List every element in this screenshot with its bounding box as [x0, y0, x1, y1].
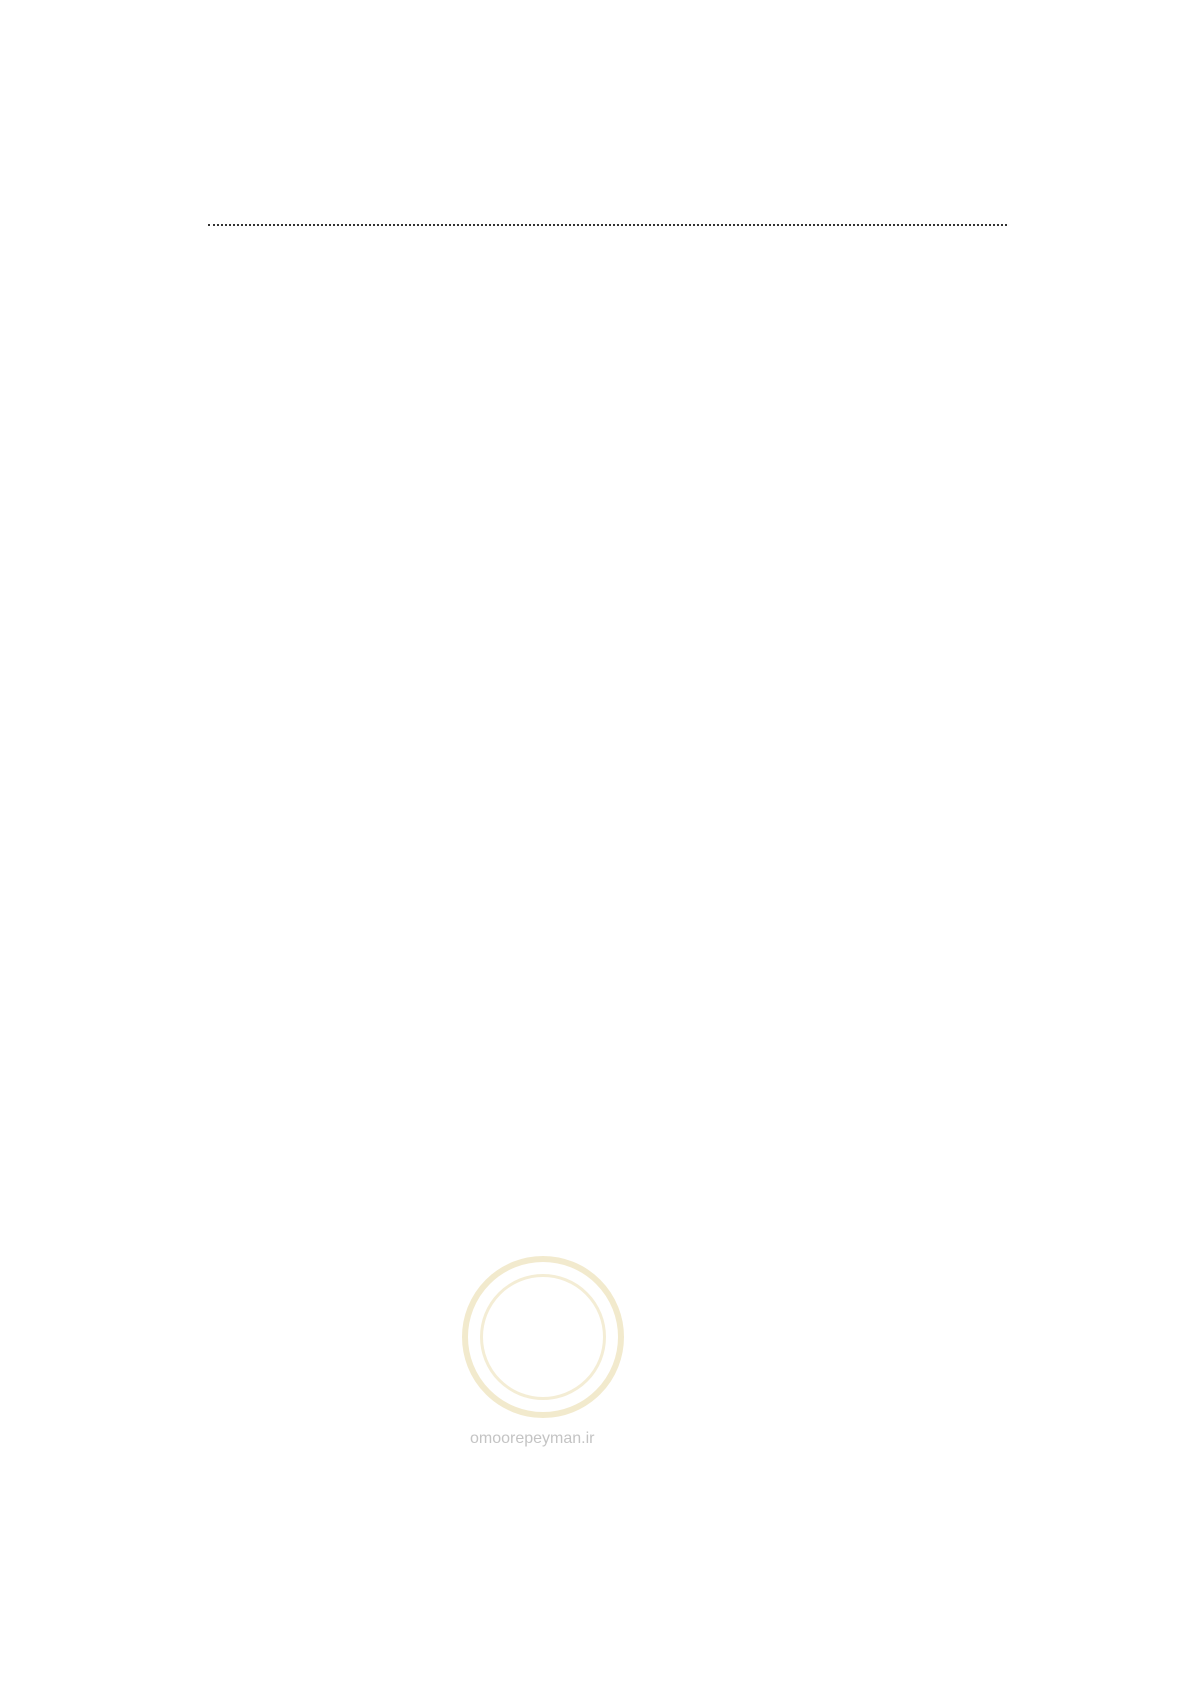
site-watermark	[470, 1430, 595, 1448]
table-of-contents	[160, 196, 1011, 240]
logo-watermark	[462, 1256, 624, 1418]
toc-entry-leader	[208, 223, 1007, 226]
logo-watermark-ring	[480, 1274, 606, 1400]
site-watermark-text: omoorepeyman.ir	[470, 1430, 595, 1447]
toc-entry[interactable]	[160, 196, 1011, 240]
